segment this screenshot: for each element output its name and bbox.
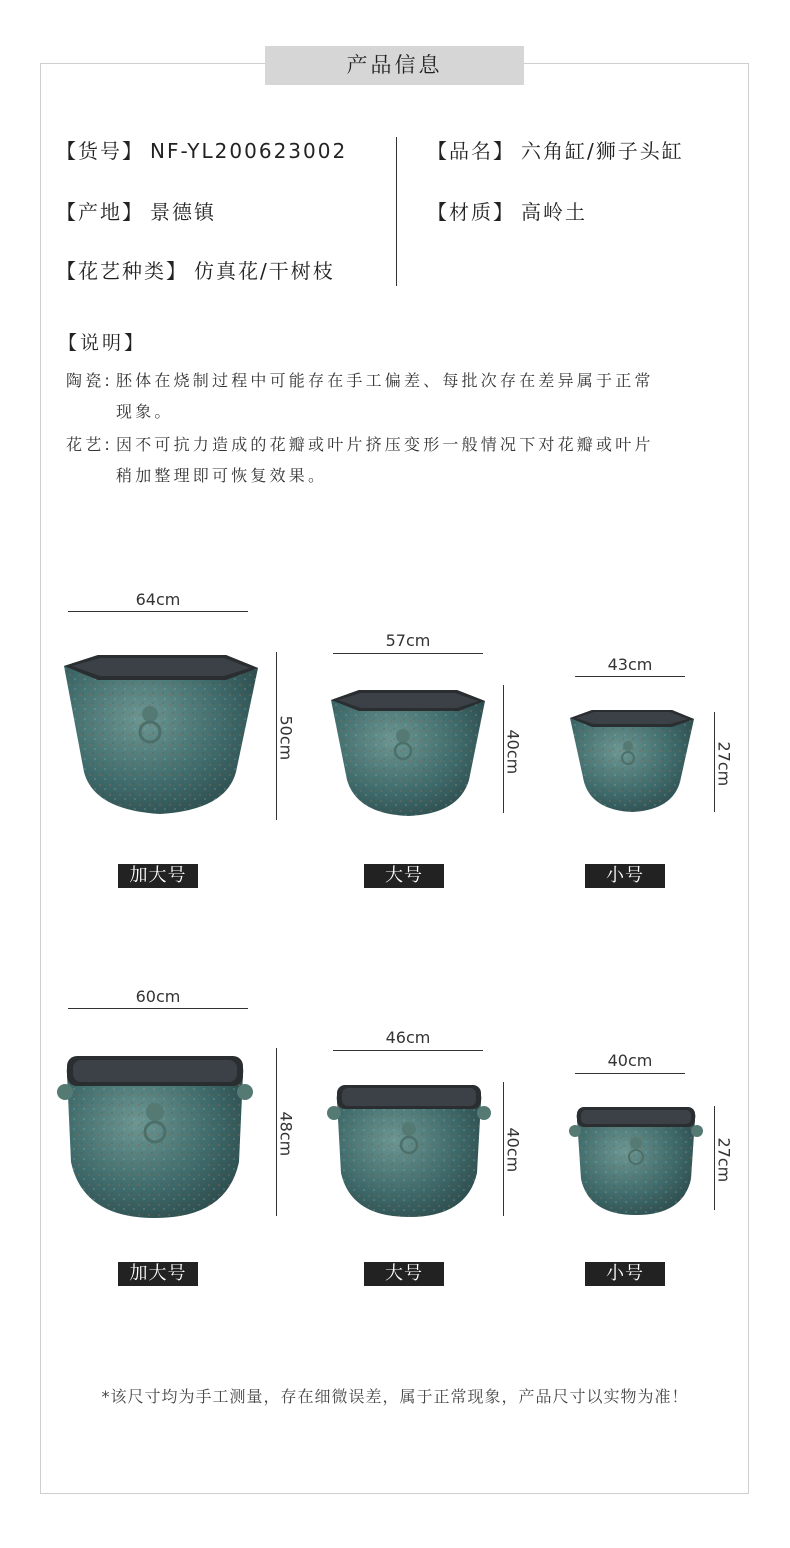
field-item-no-value: NF-YL200623002 bbox=[150, 139, 348, 163]
description-line: 胚体在烧制过程中可能存在手工偏差、每批次存在差异属于正常 bbox=[116, 371, 654, 390]
size-badge: 加大号 bbox=[118, 1262, 198, 1286]
hexagonal-pot-small bbox=[568, 708, 696, 816]
pot-width-line bbox=[575, 676, 685, 677]
pot-width-label: 46cm bbox=[385, 1028, 431, 1047]
size-badge: 加大号 bbox=[118, 864, 198, 888]
pot-width-line bbox=[68, 611, 248, 612]
field-origin-label: 【产地】 bbox=[56, 200, 144, 224]
pot-width-label: 40cm bbox=[607, 1051, 653, 1070]
lion-head-pot-large bbox=[327, 1083, 491, 1221]
size-badge: 小号 bbox=[585, 1262, 665, 1286]
pot-height-label: 40cm bbox=[503, 729, 523, 775]
hexagonal-pot-large bbox=[329, 688, 487, 820]
hexagonal-pot-xl bbox=[58, 652, 262, 822]
lion-head-pot-small bbox=[569, 1105, 703, 1219]
field-item-no bbox=[56, 135, 347, 164]
pot-width-line bbox=[333, 1050, 483, 1051]
description-item bbox=[66, 365, 731, 427]
pot-width-label: 64cm bbox=[135, 590, 181, 609]
pot-height-label: 27cm bbox=[714, 741, 734, 787]
size-badge: 大号 bbox=[364, 864, 444, 888]
field-item-no-label: 【货号】 bbox=[56, 139, 144, 163]
size-badge: 大号 bbox=[364, 1262, 444, 1286]
field-origin-value: 景德镇 bbox=[150, 200, 216, 224]
pot-width-line bbox=[575, 1073, 685, 1074]
field-material-label: 【材质】 bbox=[427, 200, 515, 224]
description-label: 陶瓷: bbox=[66, 371, 113, 390]
pot-width-label: 43cm bbox=[607, 655, 653, 674]
size-badge: 小号 bbox=[585, 864, 665, 888]
pot-width-label: 60cm bbox=[135, 987, 181, 1006]
field-material-value: 高岭土 bbox=[521, 200, 587, 224]
field-origin bbox=[56, 196, 216, 225]
description-line: 因不可抗力造成的花瓣或叶片挤压变形一般情况下对花瓣或叶片 bbox=[116, 435, 654, 454]
pot-width-line bbox=[333, 653, 483, 654]
section-title: 产品信息 bbox=[265, 46, 524, 85]
pot-width-label: 57cm bbox=[385, 631, 431, 650]
description-item bbox=[66, 429, 731, 491]
description-title: 【说明】 bbox=[58, 332, 147, 354]
description-line: 稍加整理即可恢复效果。 bbox=[116, 466, 328, 485]
description-line: 现象。 bbox=[116, 402, 174, 421]
pot-width-line bbox=[68, 1008, 248, 1009]
pot-height-label: 40cm bbox=[503, 1127, 523, 1173]
field-floral-type-value: 仿真花/干树枝 bbox=[194, 259, 335, 283]
pot-height-label: 48cm bbox=[276, 1111, 296, 1157]
field-name-value: 六角缸/狮子头缸 bbox=[521, 139, 684, 163]
field-floral-type-label: 【花艺种类】 bbox=[56, 259, 188, 283]
lion-head-pot-xl bbox=[57, 1052, 253, 1222]
field-floral-type bbox=[56, 255, 335, 284]
pot-height-label: 27cm bbox=[714, 1137, 734, 1183]
field-name-label: 【品名】 bbox=[427, 139, 515, 163]
field-name bbox=[427, 135, 684, 164]
pot-height-label: 50cm bbox=[276, 715, 296, 761]
measurement-note: *该尺寸均为手工测量，存在细微误差，属于正常现象，产品尺寸以实物为准！ bbox=[101, 1387, 689, 1406]
vertical-divider bbox=[396, 137, 397, 286]
description-label: 花艺: bbox=[66, 435, 113, 454]
field-material bbox=[427, 196, 587, 225]
